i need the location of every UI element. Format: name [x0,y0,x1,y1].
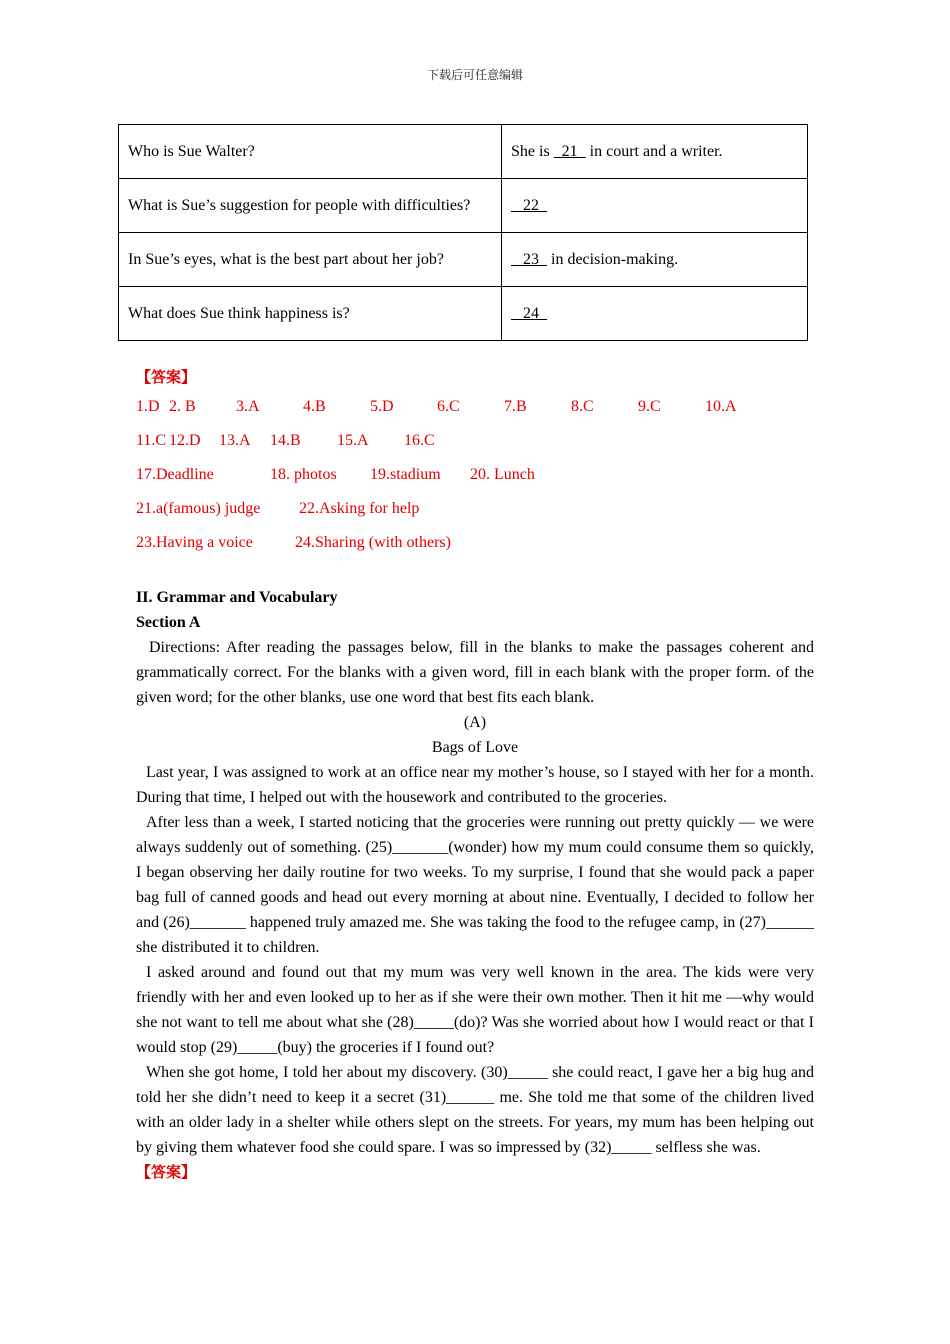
blank-23: 23 [511,250,547,268]
answer-item: 24.Sharing (with others) [295,534,451,551]
section-subheading: Section A [136,614,201,631]
answer-item: 18. photos [270,466,337,483]
answer-title: 【答案】 [136,368,197,386]
passage-paragraph: I asked around and found out that my mum was very well known in the area. The kids were very friendly with her and even looked up to her as if she were their own mother. Then it hit me —why would she not want to tell me about what she (28)_____(do)? Was she worried about how I would react or that I would stop (29)_____(buy) the groceries if I found out? [136,964,814,1056]
answer-item: 3.A [236,398,260,415]
answer-item: 1.D [136,398,160,415]
blank-21: 21 [553,142,586,160]
answer-cell: 23 in decision-making. [502,233,808,287]
page-header: 下载后可任意编辑 [426,68,523,82]
question-cell: Who is Sue Walter? [119,125,502,179]
answer-line-2 [136,424,816,458]
passage-title: Bags of Love [431,739,519,756]
answer-line-4 [136,492,816,526]
answer-item: 20. Lunch [470,466,535,483]
answer-item: 15.A [337,432,369,449]
answer-item: 21.a(famous) judge [136,500,261,517]
answer-item: 8.C [571,398,594,415]
question-cell: What does Sue think happiness is? [119,287,502,341]
question-table [118,124,808,341]
answer-item: 17.Deadline [136,466,214,483]
passage-label: (A) [463,714,487,731]
answer-item: 10.A [705,398,737,415]
answer-item: 4.B [303,398,326,415]
answer-item: 11.C [136,432,167,449]
directions: Directions: After reading the passages below, fill in the blanks to make the passages coherent and grammatically correct. For the blanks with a given word, fill in each blank with the proper form. of the given word; for the other blanks, use one word that best fits each blank. [136,639,814,706]
passage-paragraph: After less than a week, I started noticing that the groceries were running out pretty quickly — we were always suddenly out of something. (25)_______(wonder) how my mum could consume them so quickly, I began observing her daily routine for two weeks. To my surprise, I found that she would pack a paper bag full of canned goods and head out every morning at about nine. Eventually, I decided to follow her and (26)_______ happened truly amazed me. She was taking the food to the refugee camp, in (27)______ she distributed it to children. [136,814,814,956]
answer-item: 19.stadium [370,466,441,483]
answer-cell [502,287,808,341]
answer-item: 9.C [638,398,661,415]
answer-item: 12.D [169,432,201,449]
section-heading: II. Grammar and Vocabulary [136,589,338,606]
table-row [119,233,808,287]
answer-cell [502,179,808,233]
answer-item: 2. B [169,398,196,415]
answer-item: 13.A [219,432,251,449]
blank-22: 22 [511,196,547,214]
answer-item: 23.Having a voice [136,534,253,551]
answer-cell: She is 21 in court and a writer. [502,125,808,179]
answer-item: 7.B [504,398,527,415]
answer-item: 14.B [270,432,301,449]
passage-paragraph: Last year, I was assigned to work at an office near my mother’s house, so I stayed with her for a month. During that time, I helped out with the housework and contributed to the groceries. [136,764,814,806]
table-row [119,179,808,233]
answer-key [136,366,816,560]
passage-paragraph: When she got home, I told her about my discovery. (30)_____ she could react, I gave her a big hug and told her she didn’t need to keep it a secret (31)______ me. She told me that some of the children lived with an older lady in a shelter while others slept on the streets. For years, my mum has been helping out by giving them whatever food she could spare. I was so impressed by (32)_____ selfless she was. [136,1064,814,1156]
answer-line-3 [136,458,816,492]
grammar-section [136,585,814,1185]
question-cell: What is Sue’s suggestion for people with difficulties? [119,179,502,233]
answer-item: 22.Asking for help [299,500,420,517]
table-row [119,125,808,179]
table-row [119,287,808,341]
answer-item: 6.C [437,398,460,415]
blank-24: 24 [511,304,547,322]
answer-line-5 [136,526,816,560]
answer-line-1 [136,390,816,424]
answer-item: 16.C [404,432,435,449]
answer-label: 【答案】 [136,1163,197,1181]
answer-item: 5.D [370,398,394,415]
question-cell: In Sue’s eyes, what is the best part about her job? [119,233,502,287]
